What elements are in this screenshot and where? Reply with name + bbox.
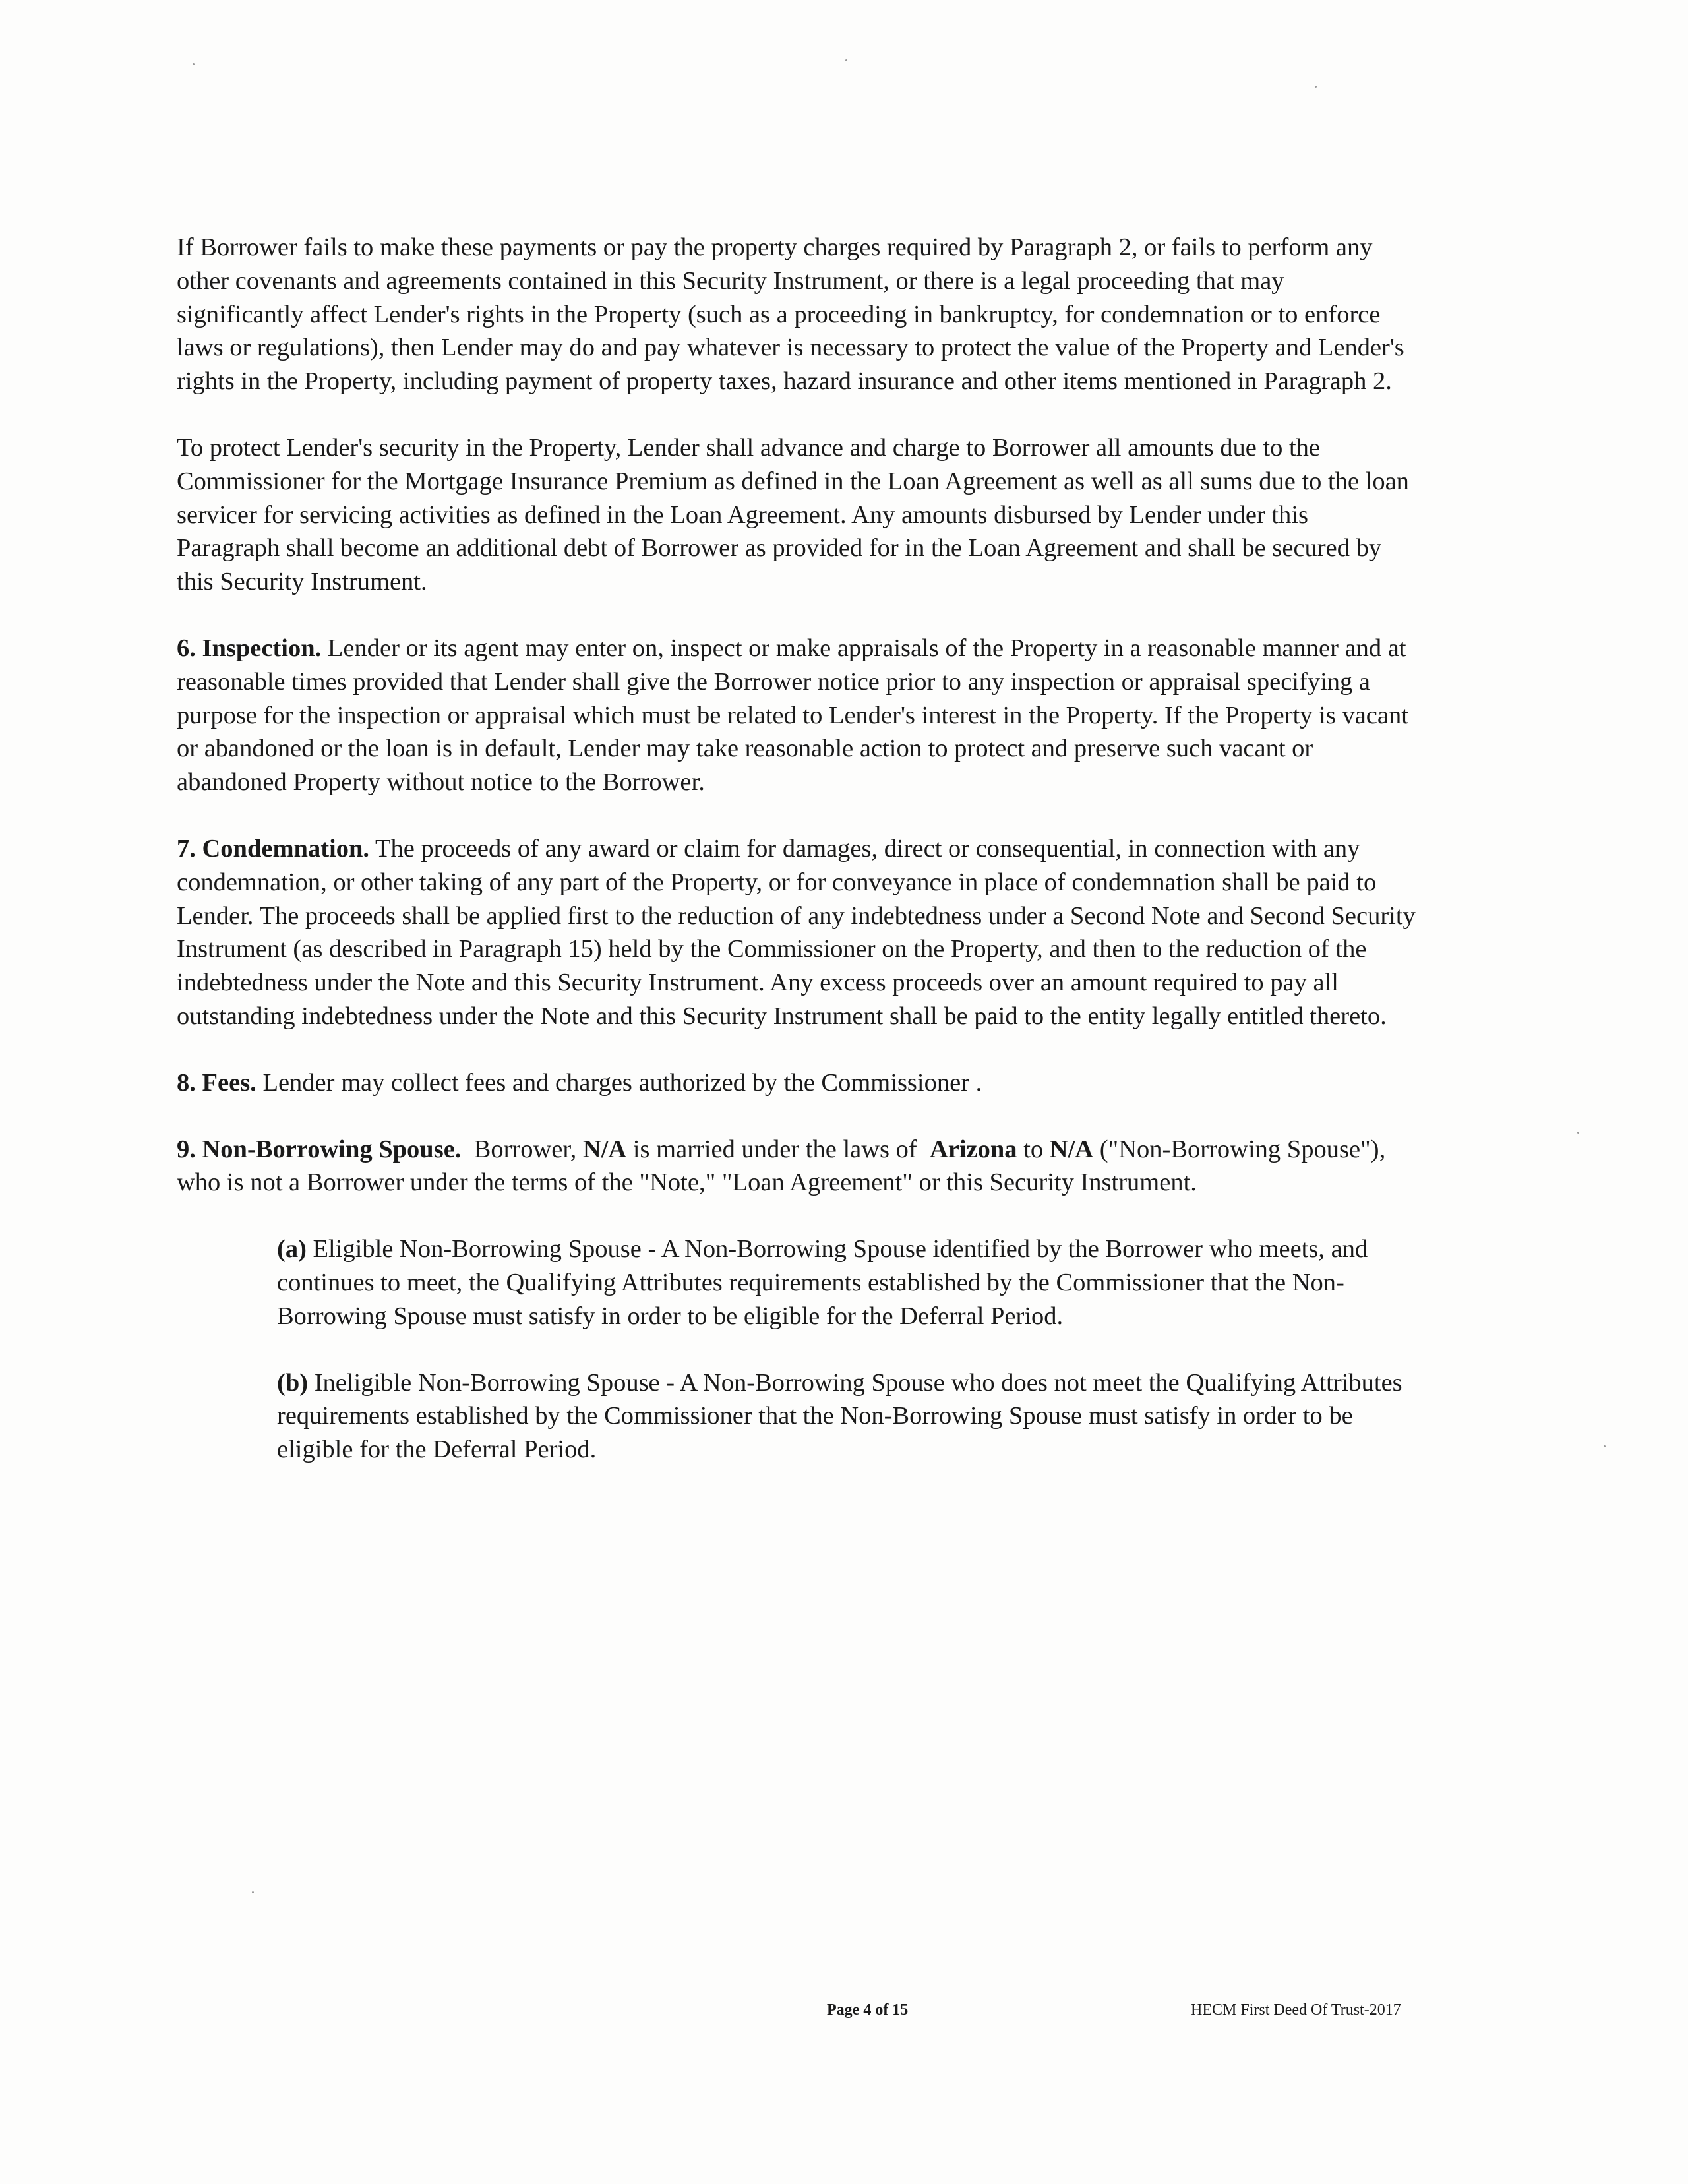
section-inspection bbox=[177, 632, 1416, 799]
subsection-label-b: (b) bbox=[277, 1368, 309, 1397]
document-title-footer: HECM First Deed Of Trust-2017 bbox=[1191, 2001, 1401, 2018]
scan-speck bbox=[1577, 1132, 1579, 1134]
section-non-borrowing-spouse bbox=[177, 1133, 1416, 1200]
scan-speck bbox=[1315, 86, 1317, 88]
subsection-text-a: Eligible Non-Borrowing Spouse - A Non-Borrowing Spouse identified by the Borrower who meets, and continues to meet, the Qualifying Attributes requirements established by the Commissioner that the Non-Borrowing Spouse must satisfy in order to be eligible for the Deferral Period. bbox=[277, 1235, 1368, 1330]
section-heading-fees: 8. Fees. bbox=[177, 1068, 256, 1097]
paragraph-property-charges: If Borrower fails to make these payments or pay the property charges required by Paragraph 2, or fails to perform any other covenants and agreements contained in this Security Instrument, or there is a legal proceeding that may significantly affect Lender's rights in the Property (such as a proceeding in bankruptcy, for condemnation or to enforce laws or regulations), then Lender may do and pay whatever is necessary to protect the value of the Property and Lender's rights in the Property, including payment of property taxes, hazard insurance and other items mentioned in Paragraph 2. bbox=[177, 233, 1404, 396]
section-heading-condemnation: 7. Condemnation. bbox=[177, 834, 370, 863]
scan-speck bbox=[1604, 1445, 1606, 1447]
section-fees bbox=[177, 1066, 1416, 1100]
subsection-text-b: Ineligible Non-Borrowing Spouse - A Non-Borrowing Spouse who does not meet the Qualifying Attributes requirements established by the Commissioner that the Non-Borrowing Spouse must satisfy in order to be eligible for the Deferral Period. bbox=[277, 1368, 1402, 1464]
document-body bbox=[177, 231, 1416, 1500]
section-text-inspection: Lender or its agent may enter on, inspect or make appraisals of the Property in a reasonable manner and at reasonable times provided that Lender shall give the Borrower notice prior to any inspection or appraisal specifying a purpose for the inspection or appraisal which must be related to Lender's interest in the Property. If the Property is vacant or abandoned or the loan is in default, Lender may take reasonable action to protect and preserve such vacant or abandoned Property without notice to the Borrower. bbox=[177, 634, 1408, 797]
state-value: Arizona bbox=[929, 1135, 1017, 1163]
subsection-ineligible-spouse bbox=[277, 1366, 1416, 1467]
section-heading-inspection: 6. Inspection. bbox=[177, 634, 322, 662]
spouse-text-3: to bbox=[1023, 1135, 1044, 1163]
page-number: Page 4 of 15 bbox=[827, 2001, 909, 2018]
borrower-name-value: N/A bbox=[582, 1135, 627, 1163]
section-text-condemnation: The proceeds of any award or claim for damages, direct or consequential, in connection with any condemnation, or other taking of any part of the Property, or for conveyance in place of condemnation shall be paid to Lender. The proceeds shall be applied first to the reduction of any indebtedness under a Second Note and Second Security Instrument (as described in Paragraph 15) held by the Commissioner on the Property, and then to the reduction of the indebtedness under the Note and this Security Instrument. Any excess proceeds over an amount required to pay all outstanding indebtedness under the Note and this Security Instrument shall be paid to the entity legally entitled thereto. bbox=[177, 834, 1416, 1030]
scan-speck bbox=[252, 1891, 254, 1893]
subsection-eligible-spouse bbox=[277, 1232, 1416, 1333]
spouse-name-value: N/A bbox=[1049, 1135, 1094, 1163]
subsection-label-a: (a) bbox=[277, 1235, 307, 1263]
scan-speck bbox=[845, 59, 847, 61]
spouse-text-1: Borrower, bbox=[473, 1135, 577, 1163]
paragraph-lender-security: To protect Lender's security in the Property, Lender shall advance and charge to Borrower all amounts due to the Commissioner for the Mortgage Insurance Premium as defined in the Loan Agreement as well as all sums due to the loan servicer for servicing activities as defined in the Loan Agreement. Any amounts disbursed by Lender under this Paragraph shall become an additional debt of Borrower as provided for in the Loan Agreement and shall be secured by this Security Instrument. bbox=[177, 433, 1409, 596]
section-text-fees: Lender may collect fees and charges authorized by the Commissioner . bbox=[262, 1068, 982, 1097]
section-condemnation bbox=[177, 832, 1416, 1033]
spouse-text-2: is married under the laws of bbox=[632, 1135, 917, 1163]
spouse-text-4: ("Non-Borrowing Spouse"), who is not a Borrower under the terms of the "Note," "Loan Agreement" or this Security Instrument. bbox=[177, 1135, 1386, 1197]
section-heading-spouse: 9. Non-Borrowing Spouse. bbox=[177, 1135, 462, 1163]
scan-speck bbox=[193, 63, 195, 65]
